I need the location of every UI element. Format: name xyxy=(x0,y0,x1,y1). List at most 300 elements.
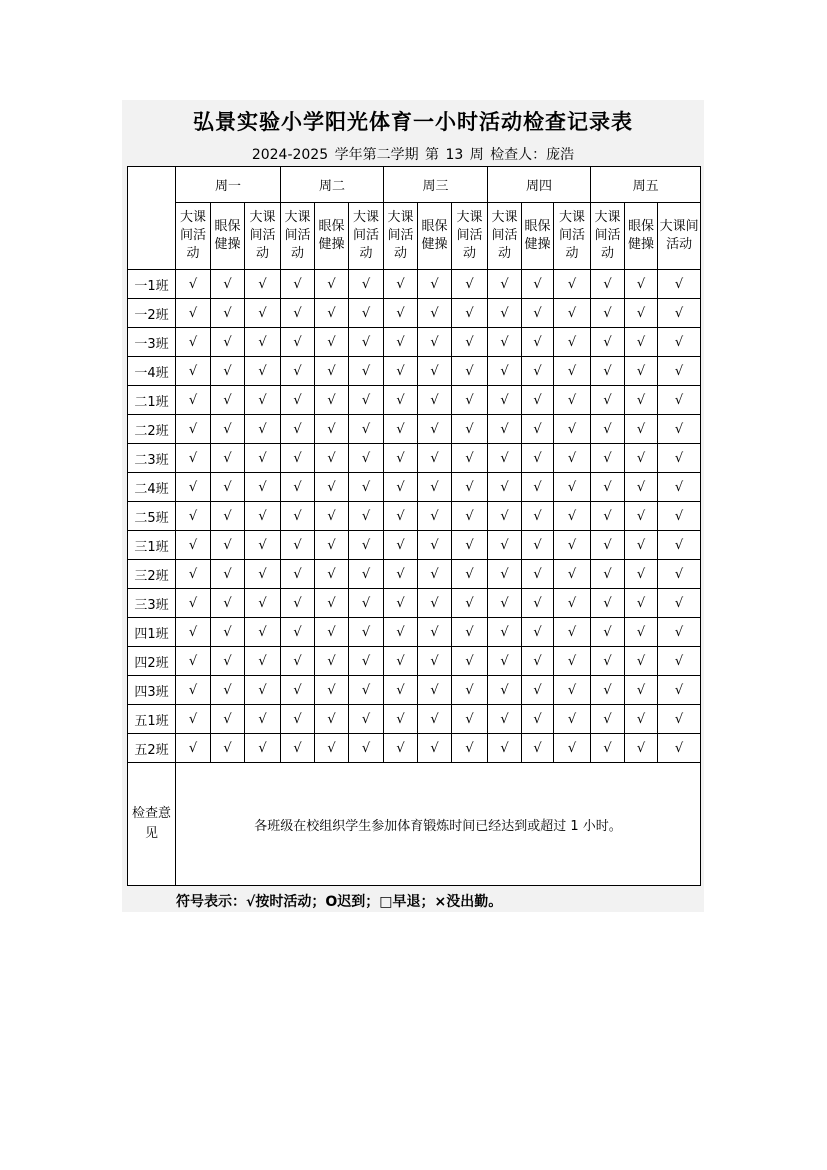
attendance-mark: √ xyxy=(591,676,625,705)
attendance-mark: √ xyxy=(281,299,315,328)
attendance-mark: √ xyxy=(176,618,211,647)
attendance-mark: √ xyxy=(488,299,522,328)
attendance-mark: √ xyxy=(554,560,591,589)
attendance-mark: √ xyxy=(488,531,522,560)
activity-header: 眼保健操 xyxy=(418,203,452,270)
activity-header: 眼保健操 xyxy=(625,203,658,270)
attendance-mark: √ xyxy=(625,705,658,734)
table-row xyxy=(128,415,701,444)
attendance-mark: √ xyxy=(554,647,591,676)
attendance-mark: √ xyxy=(245,647,281,676)
attendance-mark: √ xyxy=(452,647,488,676)
attendance-mark: √ xyxy=(315,589,349,618)
attendance-mark: √ xyxy=(658,357,701,386)
attendance-mark: √ xyxy=(384,328,418,357)
inspection-table xyxy=(127,166,701,886)
attendance-mark: √ xyxy=(211,589,245,618)
attendance-mark: √ xyxy=(349,560,384,589)
class-label: 三1班 xyxy=(128,531,176,560)
attendance-mark: √ xyxy=(658,705,701,734)
attendance-mark: √ xyxy=(245,531,281,560)
attendance-mark: √ xyxy=(211,357,245,386)
attendance-mark: √ xyxy=(488,734,522,763)
attendance-mark: √ xyxy=(245,502,281,531)
attendance-mark: √ xyxy=(625,647,658,676)
attendance-mark: √ xyxy=(315,502,349,531)
attendance-mark: √ xyxy=(658,734,701,763)
attendance-mark: √ xyxy=(625,734,658,763)
attendance-mark: √ xyxy=(384,589,418,618)
attendance-mark: √ xyxy=(211,444,245,473)
attendance-mark: √ xyxy=(488,560,522,589)
attendance-mark: √ xyxy=(658,676,701,705)
table-row xyxy=(128,386,701,415)
activity-header: 眼保健操 xyxy=(211,203,245,270)
attendance-mark: √ xyxy=(418,647,452,676)
day-header: 周二 xyxy=(281,167,384,203)
attendance-mark: √ xyxy=(625,299,658,328)
attendance-mark: √ xyxy=(591,444,625,473)
attendance-mark: √ xyxy=(384,734,418,763)
attendance-mark: √ xyxy=(522,386,554,415)
class-label: 二2班 xyxy=(128,415,176,444)
attendance-mark: √ xyxy=(176,647,211,676)
attendance-mark: √ xyxy=(522,473,554,502)
attendance-mark: √ xyxy=(488,473,522,502)
attendance-mark: √ xyxy=(384,299,418,328)
attendance-mark: √ xyxy=(658,473,701,502)
attendance-mark: √ xyxy=(658,618,701,647)
day-header: 周四 xyxy=(488,167,591,203)
remark-text: 各班级在校组织学生参加体育锻炼时间已经达到或超过 1 小时。 xyxy=(176,763,701,886)
attendance-mark: √ xyxy=(281,589,315,618)
attendance-mark: √ xyxy=(418,444,452,473)
attendance-mark: √ xyxy=(349,444,384,473)
attendance-mark: √ xyxy=(452,560,488,589)
attendance-mark: √ xyxy=(591,531,625,560)
attendance-mark: √ xyxy=(625,676,658,705)
attendance-mark: √ xyxy=(452,328,488,357)
attendance-mark: √ xyxy=(625,270,658,299)
attendance-mark: √ xyxy=(522,357,554,386)
attendance-mark: √ xyxy=(488,444,522,473)
attendance-mark: √ xyxy=(315,357,349,386)
attendance-mark: √ xyxy=(315,299,349,328)
class-label: 三2班 xyxy=(128,560,176,589)
attendance-mark: √ xyxy=(315,531,349,560)
attendance-mark: √ xyxy=(625,618,658,647)
attendance-mark: √ xyxy=(488,328,522,357)
attendance-mark: √ xyxy=(591,473,625,502)
attendance-mark: √ xyxy=(281,328,315,357)
attendance-mark: √ xyxy=(211,560,245,589)
table-row xyxy=(128,647,701,676)
attendance-mark: √ xyxy=(554,589,591,618)
attendance-mark: √ xyxy=(452,270,488,299)
attendance-mark: √ xyxy=(522,299,554,328)
attendance-mark: √ xyxy=(176,589,211,618)
attendance-mark: √ xyxy=(245,560,281,589)
attendance-mark: √ xyxy=(452,589,488,618)
attendance-mark: √ xyxy=(591,270,625,299)
day-header: 周三 xyxy=(384,167,488,203)
attendance-mark: √ xyxy=(349,328,384,357)
attendance-mark: √ xyxy=(384,473,418,502)
attendance-mark: √ xyxy=(418,415,452,444)
attendance-mark: √ xyxy=(452,502,488,531)
attendance-mark: √ xyxy=(625,328,658,357)
class-label: 二5班 xyxy=(128,502,176,531)
attendance-mark: √ xyxy=(522,647,554,676)
attendance-mark: √ xyxy=(591,734,625,763)
attendance-mark: √ xyxy=(211,328,245,357)
day-header: 周一 xyxy=(176,167,281,203)
attendance-mark: √ xyxy=(554,502,591,531)
attendance-mark: √ xyxy=(384,705,418,734)
attendance-mark: √ xyxy=(384,386,418,415)
activity-header: 大课间活动 xyxy=(349,203,384,270)
attendance-mark: √ xyxy=(591,589,625,618)
attendance-mark: √ xyxy=(211,676,245,705)
table-row xyxy=(128,676,701,705)
attendance-mark: √ xyxy=(591,357,625,386)
attendance-mark: √ xyxy=(245,618,281,647)
attendance-mark: √ xyxy=(245,676,281,705)
attendance-mark: √ xyxy=(176,560,211,589)
attendance-mark: √ xyxy=(488,415,522,444)
attendance-mark: √ xyxy=(591,618,625,647)
attendance-mark: √ xyxy=(176,270,211,299)
attendance-mark: √ xyxy=(522,676,554,705)
attendance-mark: √ xyxy=(488,270,522,299)
class-label: 一3班 xyxy=(128,328,176,357)
attendance-mark: √ xyxy=(315,734,349,763)
attendance-mark: √ xyxy=(281,415,315,444)
attendance-mark: √ xyxy=(658,444,701,473)
attendance-mark: √ xyxy=(245,386,281,415)
attendance-mark: √ xyxy=(349,299,384,328)
table-row xyxy=(128,589,701,618)
attendance-mark: √ xyxy=(176,386,211,415)
attendance-mark: √ xyxy=(658,386,701,415)
activity-header: 大课间活动 xyxy=(452,203,488,270)
attendance-mark: √ xyxy=(315,705,349,734)
activity-header: 大课间活动 xyxy=(554,203,591,270)
attendance-mark: √ xyxy=(349,473,384,502)
attendance-mark: √ xyxy=(522,560,554,589)
attendance-mark: √ xyxy=(591,705,625,734)
attendance-mark: √ xyxy=(245,705,281,734)
attendance-mark: √ xyxy=(245,415,281,444)
class-label: 三3班 xyxy=(128,589,176,618)
attendance-mark: √ xyxy=(384,270,418,299)
attendance-mark: √ xyxy=(418,502,452,531)
attendance-mark: √ xyxy=(315,270,349,299)
attendance-mark: √ xyxy=(349,734,384,763)
attendance-mark: √ xyxy=(554,415,591,444)
attendance-mark: √ xyxy=(281,560,315,589)
attendance-mark: √ xyxy=(384,357,418,386)
symbol-legend: 符号表示：√按时活动；O迟到；□早退；×没出勤。 xyxy=(176,894,503,910)
attendance-mark: √ xyxy=(658,270,701,299)
document-title: 弘景实验小学阳光体育一小时活动检查记录表 xyxy=(193,109,633,134)
attendance-mark: √ xyxy=(418,531,452,560)
attendance-mark: √ xyxy=(349,502,384,531)
attendance-mark: √ xyxy=(315,415,349,444)
attendance-mark: √ xyxy=(452,415,488,444)
class-label: 四3班 xyxy=(128,676,176,705)
attendance-mark: √ xyxy=(245,270,281,299)
attendance-mark: √ xyxy=(625,473,658,502)
attendance-mark: √ xyxy=(315,618,349,647)
attendance-mark: √ xyxy=(554,299,591,328)
attendance-mark: √ xyxy=(245,299,281,328)
class-label: 二3班 xyxy=(128,444,176,473)
table-row xyxy=(128,734,701,763)
attendance-mark: √ xyxy=(384,502,418,531)
table-row xyxy=(128,531,701,560)
attendance-mark: √ xyxy=(625,560,658,589)
attendance-mark: √ xyxy=(522,328,554,357)
attendance-mark: √ xyxy=(384,560,418,589)
class-label: 二4班 xyxy=(128,473,176,502)
table-row xyxy=(128,270,701,299)
attendance-mark: √ xyxy=(176,299,211,328)
attendance-mark: √ xyxy=(211,473,245,502)
class-label: 五1班 xyxy=(128,705,176,734)
attendance-mark: √ xyxy=(281,676,315,705)
attendance-mark: √ xyxy=(418,705,452,734)
attendance-mark: √ xyxy=(384,531,418,560)
activity-header: 大课间活动 xyxy=(384,203,418,270)
attendance-mark: √ xyxy=(281,386,315,415)
attendance-mark: √ xyxy=(418,560,452,589)
attendance-mark: √ xyxy=(418,676,452,705)
attendance-mark: √ xyxy=(281,444,315,473)
table-row xyxy=(128,357,701,386)
document-subtitle: 2024-2025 学年第二学期 第 13 周 检查人：庞浩 xyxy=(251,147,575,163)
attendance-mark: √ xyxy=(452,734,488,763)
attendance-mark: √ xyxy=(591,386,625,415)
activity-header: 大课间活动 xyxy=(591,203,625,270)
attendance-mark: √ xyxy=(384,647,418,676)
attendance-mark: √ xyxy=(452,386,488,415)
attendance-mark: √ xyxy=(522,531,554,560)
activity-header: 大课间活动 xyxy=(245,203,281,270)
attendance-mark: √ xyxy=(554,618,591,647)
attendance-mark: √ xyxy=(554,328,591,357)
attendance-mark: √ xyxy=(211,415,245,444)
class-label: 四1班 xyxy=(128,618,176,647)
attendance-mark: √ xyxy=(211,531,245,560)
attendance-mark: √ xyxy=(658,415,701,444)
attendance-mark: √ xyxy=(554,705,591,734)
attendance-mark: √ xyxy=(176,328,211,357)
attendance-mark: √ xyxy=(554,357,591,386)
attendance-mark: √ xyxy=(176,676,211,705)
attendance-mark: √ xyxy=(349,415,384,444)
activity-header: 眼保健操 xyxy=(522,203,554,270)
attendance-mark: √ xyxy=(658,328,701,357)
attendance-mark: √ xyxy=(452,299,488,328)
attendance-mark: √ xyxy=(349,647,384,676)
attendance-mark: √ xyxy=(591,502,625,531)
attendance-mark: √ xyxy=(315,560,349,589)
attendance-mark: √ xyxy=(245,357,281,386)
class-label: 四2班 xyxy=(128,647,176,676)
table-row xyxy=(128,299,701,328)
attendance-mark: √ xyxy=(281,531,315,560)
attendance-mark: √ xyxy=(349,270,384,299)
attendance-mark: √ xyxy=(349,589,384,618)
attendance-mark: √ xyxy=(315,328,349,357)
attendance-mark: √ xyxy=(281,647,315,676)
attendance-mark: √ xyxy=(418,270,452,299)
attendance-mark: √ xyxy=(488,502,522,531)
attendance-mark: √ xyxy=(418,589,452,618)
attendance-mark: √ xyxy=(418,734,452,763)
activity-header: 大课间活动 xyxy=(658,203,701,270)
attendance-mark: √ xyxy=(452,705,488,734)
attendance-mark: √ xyxy=(176,473,211,502)
attendance-mark: √ xyxy=(488,618,522,647)
attendance-mark: √ xyxy=(349,357,384,386)
class-label: 一1班 xyxy=(128,270,176,299)
attendance-mark: √ xyxy=(522,444,554,473)
attendance-mark: √ xyxy=(384,618,418,647)
attendance-mark: √ xyxy=(281,618,315,647)
attendance-mark: √ xyxy=(591,415,625,444)
class-label: 一4班 xyxy=(128,357,176,386)
attendance-mark: √ xyxy=(281,473,315,502)
attendance-mark: √ xyxy=(554,444,591,473)
attendance-mark: √ xyxy=(522,705,554,734)
attendance-mark: √ xyxy=(418,618,452,647)
activity-header: 大课间活动 xyxy=(488,203,522,270)
attendance-mark: √ xyxy=(384,444,418,473)
attendance-mark: √ xyxy=(625,502,658,531)
attendance-mark: √ xyxy=(625,386,658,415)
attendance-mark: √ xyxy=(349,531,384,560)
attendance-mark: √ xyxy=(522,618,554,647)
attendance-mark: √ xyxy=(452,676,488,705)
class-label: 二1班 xyxy=(128,386,176,415)
attendance-mark: √ xyxy=(625,531,658,560)
attendance-mark: √ xyxy=(488,705,522,734)
attendance-mark: √ xyxy=(418,357,452,386)
attendance-mark: √ xyxy=(554,734,591,763)
attendance-mark: √ xyxy=(176,531,211,560)
attendance-mark: √ xyxy=(349,618,384,647)
attendance-mark: √ xyxy=(211,502,245,531)
table-row xyxy=(128,560,701,589)
table-row xyxy=(128,444,701,473)
attendance-mark: √ xyxy=(591,328,625,357)
attendance-mark: √ xyxy=(522,415,554,444)
attendance-mark: √ xyxy=(245,589,281,618)
attendance-mark: √ xyxy=(554,270,591,299)
attendance-mark: √ xyxy=(211,270,245,299)
attendance-mark: √ xyxy=(625,357,658,386)
attendance-mark: √ xyxy=(658,560,701,589)
table-row xyxy=(128,618,701,647)
attendance-mark: √ xyxy=(591,647,625,676)
attendance-mark: √ xyxy=(658,531,701,560)
attendance-mark: √ xyxy=(522,270,554,299)
attendance-mark: √ xyxy=(591,560,625,589)
attendance-mark: √ xyxy=(658,502,701,531)
attendance-mark: √ xyxy=(591,299,625,328)
attendance-mark: √ xyxy=(211,734,245,763)
attendance-mark: √ xyxy=(418,299,452,328)
attendance-mark: √ xyxy=(281,357,315,386)
attendance-mark: √ xyxy=(384,415,418,444)
attendance-mark: √ xyxy=(281,502,315,531)
attendance-mark: √ xyxy=(488,647,522,676)
attendance-mark: √ xyxy=(452,444,488,473)
attendance-mark: √ xyxy=(418,328,452,357)
attendance-mark: √ xyxy=(349,386,384,415)
table-row xyxy=(128,473,701,502)
attendance-mark: √ xyxy=(211,299,245,328)
attendance-mark: √ xyxy=(452,473,488,502)
attendance-mark: √ xyxy=(315,386,349,415)
attendance-mark: √ xyxy=(625,589,658,618)
attendance-mark: √ xyxy=(281,270,315,299)
attendance-mark: √ xyxy=(245,328,281,357)
class-label: 五2班 xyxy=(128,734,176,763)
attendance-mark: √ xyxy=(418,473,452,502)
activity-header: 大课间活动 xyxy=(281,203,315,270)
day-header: 周五 xyxy=(591,167,701,203)
attendance-mark: √ xyxy=(315,444,349,473)
activity-header: 眼保健操 xyxy=(315,203,349,270)
attendance-mark: √ xyxy=(245,734,281,763)
attendance-mark: √ xyxy=(245,473,281,502)
attendance-mark: √ xyxy=(452,531,488,560)
attendance-mark: √ xyxy=(522,589,554,618)
attendance-mark: √ xyxy=(349,705,384,734)
attendance-mark: √ xyxy=(211,618,245,647)
attendance-mark: √ xyxy=(315,473,349,502)
table-row xyxy=(128,502,701,531)
attendance-mark: √ xyxy=(554,676,591,705)
attendance-mark: √ xyxy=(176,415,211,444)
attendance-mark: √ xyxy=(245,444,281,473)
attendance-mark: √ xyxy=(658,647,701,676)
attendance-mark: √ xyxy=(452,618,488,647)
attendance-mark: √ xyxy=(176,734,211,763)
attendance-mark: √ xyxy=(658,589,701,618)
table-row xyxy=(128,328,701,357)
attendance-mark: √ xyxy=(176,444,211,473)
attendance-mark: √ xyxy=(349,676,384,705)
attendance-mark: √ xyxy=(522,734,554,763)
attendance-mark: √ xyxy=(488,676,522,705)
attendance-mark: √ xyxy=(384,676,418,705)
attendance-mark: √ xyxy=(488,589,522,618)
attendance-mark: √ xyxy=(176,502,211,531)
corner-cell xyxy=(128,167,176,270)
attendance-mark: √ xyxy=(488,386,522,415)
attendance-mark: √ xyxy=(625,415,658,444)
attendance-mark: √ xyxy=(211,705,245,734)
attendance-mark: √ xyxy=(452,357,488,386)
attendance-mark: √ xyxy=(211,647,245,676)
table-row xyxy=(128,705,701,734)
attendance-mark: √ xyxy=(315,676,349,705)
attendance-mark: √ xyxy=(522,502,554,531)
